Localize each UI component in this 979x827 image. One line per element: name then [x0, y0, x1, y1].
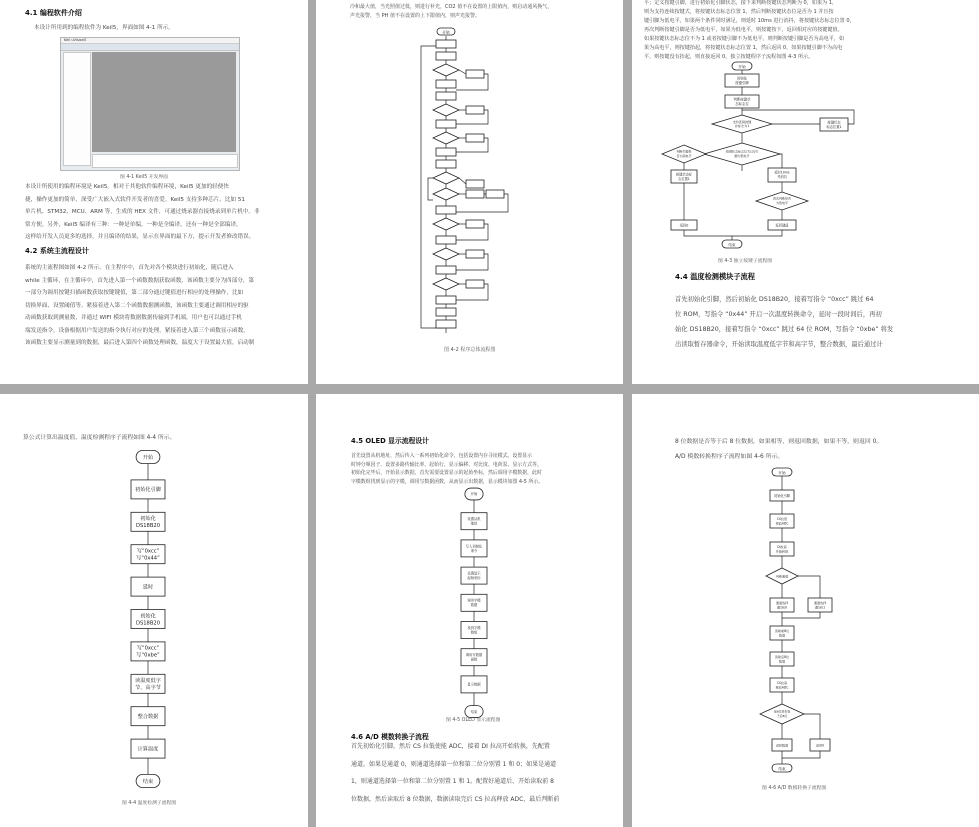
- document-page-3: [632, 0, 979, 384]
- flow-label: 释放ADC: [775, 685, 789, 690]
- section-heading-4-1: 4.1 编程软件介绍: [25, 9, 82, 17]
- paragraph-line: 声光报警，当 PH 值不在设置的上下限值内，则声光报警。: [350, 13, 480, 19]
- flow-label: 通道选择: [813, 601, 827, 605]
- flow-label: 整合数据: [137, 714, 159, 721]
- paragraph-line: 出读取暂存器命令，开始读取温度低字节和高字节，整合数据，最后通过计: [675, 341, 883, 348]
- paragraph-keil5: [25, 181, 260, 244]
- flow-label: 设置显示: [467, 571, 481, 576]
- flow-label: 数据: [470, 603, 478, 608]
- paragraph-line: 平；定义按键引脚，进行初始化引脚状态，接下来判断按键状态判断为 0，如果为 1，: [644, 0, 838, 6]
- flow-label: 通道选择: [775, 601, 789, 605]
- flow-label: 返回0: [679, 223, 689, 228]
- flow-label: 按键引脚: [735, 81, 749, 85]
- flow-label: 计算温度: [137, 746, 159, 753]
- paragraph-line: 位 ROM，写指令 “0x44” 开启一次温度转换命令，延时一段时间后，再初: [675, 311, 882, 318]
- document-page-1: [0, 0, 308, 384]
- flow-label: DI拉高: [777, 545, 787, 549]
- flow-label: 初始化: [736, 76, 748, 81]
- flow-label: CS拉高: [776, 681, 788, 685]
- flow-label: 开始: [738, 64, 746, 69]
- paragraph-line: 时钟分频因子、设置多路传输比率、起始行、显示偏移、对比度、电荷泵、显示方式等。: [351, 461, 542, 468]
- adc-flowchart: [632, 394, 979, 827]
- flow-label: 找到字模: [467, 625, 481, 630]
- flow-label: 判断按键状: [733, 97, 751, 102]
- flow-label: 写“0xcc”: [136, 645, 160, 652]
- flow-label: 否为高电平: [676, 154, 692, 158]
- paragraph-line: 初始化完毕后，开始显示数据，首先需要设置显示的起始坐标，然后调用字模数据，此时: [351, 470, 542, 476]
- flow-label: 开始: [142, 454, 154, 461]
- keil5-ide-screenshot: [60, 37, 240, 171]
- figure-caption-4-3: 图 4-3 独立按键子流程图: [718, 259, 773, 264]
- paragraph-line: 一部分为调用按键扫描函数获取按键键值，第二部分通过键值进行相应的处理操作，比如: [25, 290, 244, 296]
- flow-label: 开始: [470, 492, 478, 497]
- flow-label: 支持连续按键: [732, 120, 752, 124]
- ide-build-output: [92, 154, 238, 168]
- figure-caption-4-4: 图 4-4 温度检测子流程图: [122, 801, 177, 806]
- paragraph-line: 动函数获取到测量数，并通过 WIFI 模块将数据数据传输到手机端，用户也可以通过手机: [25, 315, 242, 321]
- paragraph-line: 切换界面、设置阈值等。紧接着进入第二个函数数据测函数，该函数主要通过调用相应的驱: [25, 302, 249, 309]
- flow-blocks: [428, 40, 508, 328]
- flow-label: 写“0x44”: [136, 555, 160, 562]
- flow-label: 志位置1: [678, 177, 690, 181]
- document-page-4: [0, 394, 308, 827]
- flow-label: 数据: [778, 659, 786, 664]
- flow-label: 初始化引脚: [135, 487, 161, 494]
- paragraph-line: 这样给开发人员更多的选择，并且编译的结果，显示在界面的最下方，提示开发者修改错误。: [25, 234, 255, 240]
- flow-label: 返回键值: [775, 223, 789, 228]
- ide-project-panel: [63, 52, 91, 166]
- flow-label: 按键状态: [827, 120, 841, 125]
- temperature-flowchart: [0, 394, 308, 827]
- flow-label: 调用字模: [467, 598, 481, 603]
- flow-label: 函数: [470, 657, 478, 662]
- document-page-6: [632, 394, 979, 827]
- paragraph-line: 捷，操作更加的简单，深受广大嵌入式软件开发者的喜爱。Keil5 支持多种芯片，比如 51: [25, 196, 245, 203]
- paragraph-line: 算公式计算出温度值，温度检测程序子流程如图 4-4 所示。: [23, 435, 176, 441]
- flow-label: CS拉低: [776, 517, 788, 521]
- flow-label: 写“0xbe”: [136, 652, 160, 659]
- paragraph-line: 再次判断按键引脚是否为低电平，如果为低电平，则按键按下，返回相对应的按键键值。: [644, 27, 843, 33]
- paragraph-line: 单片机、STM32、MCU、ARM 等，生成的 HEX 文件，可通过烧录器直接烧录到单片机中。非: [25, 209, 260, 215]
- paragraph-line: 键引脚为低电平，如果两个条件同时满足，则延时 10ms 进行消抖，将按键状态标志位置 0，: [644, 18, 855, 24]
- main-program-flowchart: [316, 0, 623, 384]
- flow-label: DS18B20: [135, 620, 161, 627]
- paragraph-line: 8 位数据是否等于后 8 位数据，如果相等，则返回数据，如果不等，则返回 0。: [675, 439, 883, 445]
- intro-text: 本设计所用到的编程软件为 Keil5，界面如图 4-1 所示。: [34, 25, 174, 31]
- figure-caption-4-1: 图 4-1 Keil5 开发界面: [120, 175, 168, 180]
- ide-toolbar: [61, 44, 239, 51]
- paragraph-line: A/D 模数转换程序子流程如图 4-6 所示。: [675, 454, 784, 460]
- flow-label: 并消抖: [777, 175, 787, 179]
- paragraph-main-flow: [25, 262, 254, 350]
- paragraph-line: 该函数主要显示测量到的数据，最后进入第四个函数处理函数，温度大于设置最大值，启动制: [25, 340, 255, 346]
- flow-label: DS18B20: [135, 523, 161, 530]
- flow-label: 判断通道: [775, 574, 789, 579]
- flow-label: 置1和0: [776, 605, 788, 610]
- flow-label: 判断引脚是: [676, 149, 692, 154]
- paragraph-line: 果为高电平，则按键抬起，将按键状态标志位置 1，然后返回 0，如果按键引脚不为高电: [644, 45, 843, 51]
- flow-label: 调用写数据: [465, 653, 483, 658]
- figure-caption-4-2: 图 4-2 程序总体流程图: [444, 347, 496, 353]
- flow-label: 于后8位: [776, 714, 788, 718]
- flow-label: 按键状态标: [676, 172, 692, 177]
- flow-label: 起始坐标: [467, 575, 481, 580]
- flow-label: 返回数据: [775, 743, 789, 748]
- flow-label: 开始转换: [775, 549, 789, 554]
- flow-label: 开始: [778, 470, 786, 475]
- flow-label: 显示数据: [467, 682, 481, 687]
- flow-label: 为低电平: [775, 201, 789, 205]
- flow-label: 返回0: [815, 743, 825, 748]
- paragraph-line: 如果按键状态标志位不为 1 或者按键引脚不为低电平，则判断按键引脚是否为高电平，如: [644, 36, 845, 42]
- flow-label: 并标志为1: [734, 124, 750, 128]
- flow-label: 数组: [470, 630, 478, 635]
- flow-label: 读取前8位: [774, 629, 790, 633]
- flow-label: 延时10ms: [774, 170, 790, 175]
- flow-label: 结束: [778, 766, 786, 771]
- paragraph-line: 则为支持连续按键式，将按键状态标志位置 1，然后判断按键状态位是否为 1 并且按: [644, 9, 834, 15]
- paragraph-line: 首先初始化引脚，然后 CS 拉低使能 ADC，接着 DI 拉高开始转换，先配置: [351, 743, 550, 750]
- paragraph-line: 首先初始化引脚，然后初始化 DS18B20，接着写指令 “0xcc” 跳过 64: [675, 296, 874, 303]
- figure-caption-4-5: 图 4-5 OLED 显示流程图: [446, 718, 501, 723]
- flow-label: 脚为低电平: [734, 154, 750, 158]
- paragraph-line: 通道，如果是通道 0，则通道选择第一位和第二位分别置 1 和 0；如果是通道: [351, 760, 557, 768]
- flow-label: 态标志位: [735, 102, 749, 106]
- section-heading-4-6: 4.6 A/D 模数转换子流程: [351, 733, 429, 741]
- flow-label: 地址: [470, 521, 478, 526]
- paragraph-adc: [351, 738, 559, 808]
- paragraph-line: 冷和最大值，当光照值过低，则进行补光，CO2 值不在设置的上限值内，则启动通风换气，: [350, 4, 553, 10]
- flow-label: 按键状态标志位为1且引: [726, 149, 758, 154]
- flow-label: 写“0xcc”: [136, 548, 160, 555]
- paragraph-line: 1，则通道选择第一位和第二位分别置 1 和 1。配置好通道后，开始读取前 8: [351, 778, 554, 785]
- ide-editor-area: [92, 52, 236, 152]
- document-page-2: [316, 0, 623, 384]
- paragraph-line: 端发送指令，设备根据用户发送的指令执行对应的处理。紧接着进入第三个函数显示函数，: [25, 327, 249, 334]
- flow-label: 写入初始化: [465, 544, 483, 549]
- document-page-5: [316, 394, 623, 827]
- section-heading-4-2: 4.2 系统主流程设计: [25, 247, 89, 255]
- flow-label: 命令: [470, 548, 478, 553]
- flow-label: 结束: [470, 709, 478, 714]
- flow-label: 前8位是否等: [773, 709, 791, 714]
- paragraph-line: 字模数组找到显示的字模，调用写数据函数，从而显示出数据，显示模块如图 4-5 所示。: [351, 478, 544, 485]
- ide-window-title: Keil uVision5: [64, 38, 87, 42]
- flow-label: 使能ADC: [775, 521, 789, 526]
- flow-label: 数据: [778, 633, 786, 638]
- flow-label: 再次判断是否: [772, 196, 792, 201]
- flow-label: 初始化: [140, 516, 156, 523]
- flow-label: 结束: [728, 242, 736, 247]
- flow-label: 读温度低字: [135, 678, 161, 685]
- flow-label: 初始化引脚: [774, 494, 790, 498]
- paragraph-line: 本设计所使用的编程环境是 Keil5。相对于其他软件编程环境，Keil5 更加的轻便快: [25, 184, 229, 190]
- flow-label: 设置从机: [467, 517, 481, 522]
- paragraph-line: 常方便。另外，Keil5 编译有三种：一种是单编，一种是全编译，还有一种是全部编译，: [25, 221, 242, 228]
- flow-label: 延时: [142, 584, 154, 591]
- section-heading-4-5: 4.5 OLED 显示流程设计: [351, 437, 429, 445]
- paragraph-line: 平，则按键没有抬起，则直接返回 0，独立按键程序子流程如图 4-3 所示。: [644, 54, 814, 60]
- flow-label: 置1和1: [814, 605, 826, 610]
- paragraph-line: 位数据，然后读取后 8 位数据，数据读取完后 CS 拉高释放 ADC，最后判断前: [351, 795, 560, 803]
- flow-label: 结束: [142, 778, 154, 785]
- flow-label: 标志位置1: [826, 125, 842, 129]
- paragraph-line: 系统的主流程图如图 4-2 所示。在主程序中，首先对各个模块进行初始化，随后进入: [25, 265, 234, 271]
- paragraph-line: 始化 DS18B20，接着写指令 “0xcc” 跳过 64 位 ROM，写指令 “0xbe” 将发: [675, 326, 894, 333]
- section-heading-4-4: 4.4 温度检测模块子流程: [675, 272, 755, 281]
- flow-label: 读取后8位: [774, 655, 790, 659]
- paragraph-temp-module: [675, 292, 893, 352]
- flow-label: 初始化: [140, 613, 156, 620]
- paragraph-line: 首先设置从机地址，然后传入一系列初始化命令，包括设置内存寻址模式、设置显示: [351, 453, 532, 459]
- flow-start-label: 开始: [442, 30, 450, 35]
- flow-label: 节、高字节: [135, 685, 161, 692]
- figure-caption-4-6: 图 4-6 A/D 数模转换子流程图: [762, 786, 827, 791]
- paragraph-line: while 主循环，在主循环中，首先进入第一个函数数据获取函数，该函数主要分为四部分，第: [25, 277, 255, 284]
